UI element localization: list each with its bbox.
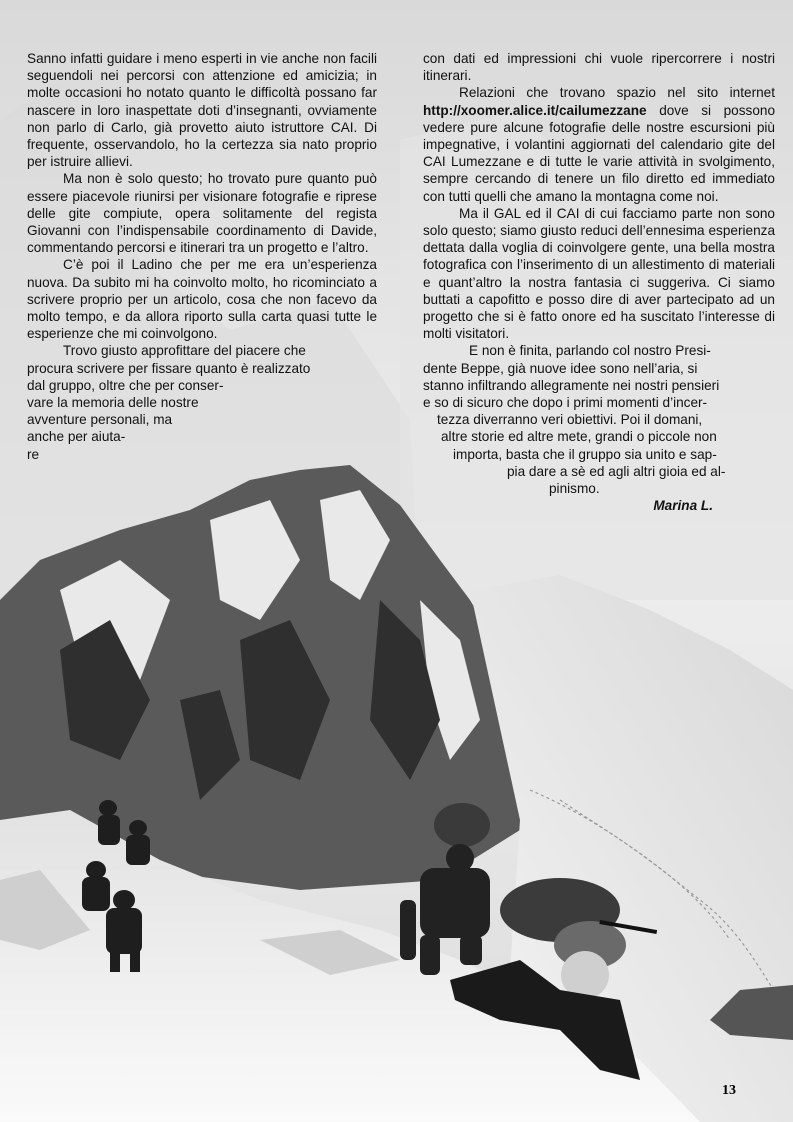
- paragraph: [423, 84, 775, 204]
- paragraph-text: dove si possono vedere pure alcune fotografie delle nostre escursioni più impegnative, i volantini aggiornati del calendario gite del CAI Lumezzane e di tutte le varie attività in svolgimento, sempre cercando di tenere un filo diretto ed immediato con tutti quelli che amano la montagna come noi.: [423, 102, 776, 204]
- text-line: re: [27, 446, 40, 462]
- column-right: [423, 50, 775, 514]
- text-line: avventure personali, ma: [27, 412, 173, 428]
- text-line: tezza diverranno veri obiettivi. Poi il domani,: [437, 412, 703, 428]
- paragraph: Ma il GAL ed il CAI di cui facciamo parte non sono solo questo; siamo giusto reduci dell’ennesima esperienza dettata dalla voglia di coinvolgere gente, una bella mostra fotografica con l’inserimento di un allestimento di materiali e quant’altro la nostra fantasia ci suggeriva. Ci siamo buttati a capofitto e posso dire di aver partecipato ad un progetto che si è fatto onore ed ha suscitato l’interesse di molti visitatori.: [423, 205, 775, 342]
- text-line: altre storie ed altre mete, grandi o piccole non: [441, 429, 717, 445]
- text-line: vare la memoria delle nostre: [27, 395, 199, 411]
- text-line: pinismo.: [549, 481, 600, 497]
- text-line: dente Beppe, già nuove idee sono nell’aria, si: [423, 360, 698, 376]
- text-line: importa, basta che il gruppo sia unito e sap-: [453, 446, 717, 462]
- website-link[interactable]: http://xoomer.alice.it/cailumezzane: [423, 102, 647, 118]
- text-line: e so di sicuro che dopo i primi momenti d’incer-: [423, 395, 708, 411]
- page-number: 13: [722, 1083, 736, 1098]
- paragraph: C’è poi il Ladino che per me era un’esperienza nuova. Da subito mi ha coinvolto molto, ho ricominciato a scrivere proprio per un articolo, cosa che non facevo da molto tempo, e da allora riporto sulla carta quasi tutte le esperienze che mi coinvolgono.: [27, 257, 377, 342]
- author-signature: Marina L.: [653, 498, 713, 514]
- text-line: anche per aiuta-: [27, 429, 126, 445]
- text-line: Trovo giusto approfittare del piacere che: [63, 343, 306, 359]
- paragraph: con dati ed impressioni chi vuole ripercorrere i nostri itinerari.: [423, 51, 775, 84]
- text-line: procura scrivere per fissare quanto è realizzato: [27, 360, 311, 376]
- paragraph: Sanno infatti guidare i meno esperti in vie anche non facili seguendoli nei percorsi con attenzione ed amicizia; in molte occasioni ho notato quanto le difficoltà possano far nascere in loro inaspettate doti d’insegnanti, ovviamente non parlo di Carlo, già provetto aiuto istruttore CAI. Di frequente, osservandolo, ho la certezza sia nato proprio per istruire allievi.: [27, 51, 377, 170]
- column-left: [27, 50, 377, 463]
- paragraph-wrapped: [27, 342, 377, 462]
- text-line: stanno infiltrando allegramente nei nostri pensieri: [423, 377, 720, 393]
- paragraph: Ma non è solo questo; ho trovato pure quanto può essere piacevole riunirsi per visionare fotografie e riprese delle gite compiute, opera solitamente del regista Giovanni con l’indispensabile coordinamento di Davide, commentando percorsi e itinerari tra un progetto e l’altro.: [27, 171, 377, 256]
- paragraph-text: Relazioni che trovano spazio nel sito internet: [459, 85, 775, 101]
- paragraph-wrapped: [423, 342, 775, 497]
- text-line: dal gruppo, oltre che per conser-: [27, 377, 224, 393]
- text-line: E non è finita, parlando col nostro Presi-: [469, 343, 711, 359]
- text-line: pia dare a sè ed agli altri gioia ed al-: [507, 463, 726, 479]
